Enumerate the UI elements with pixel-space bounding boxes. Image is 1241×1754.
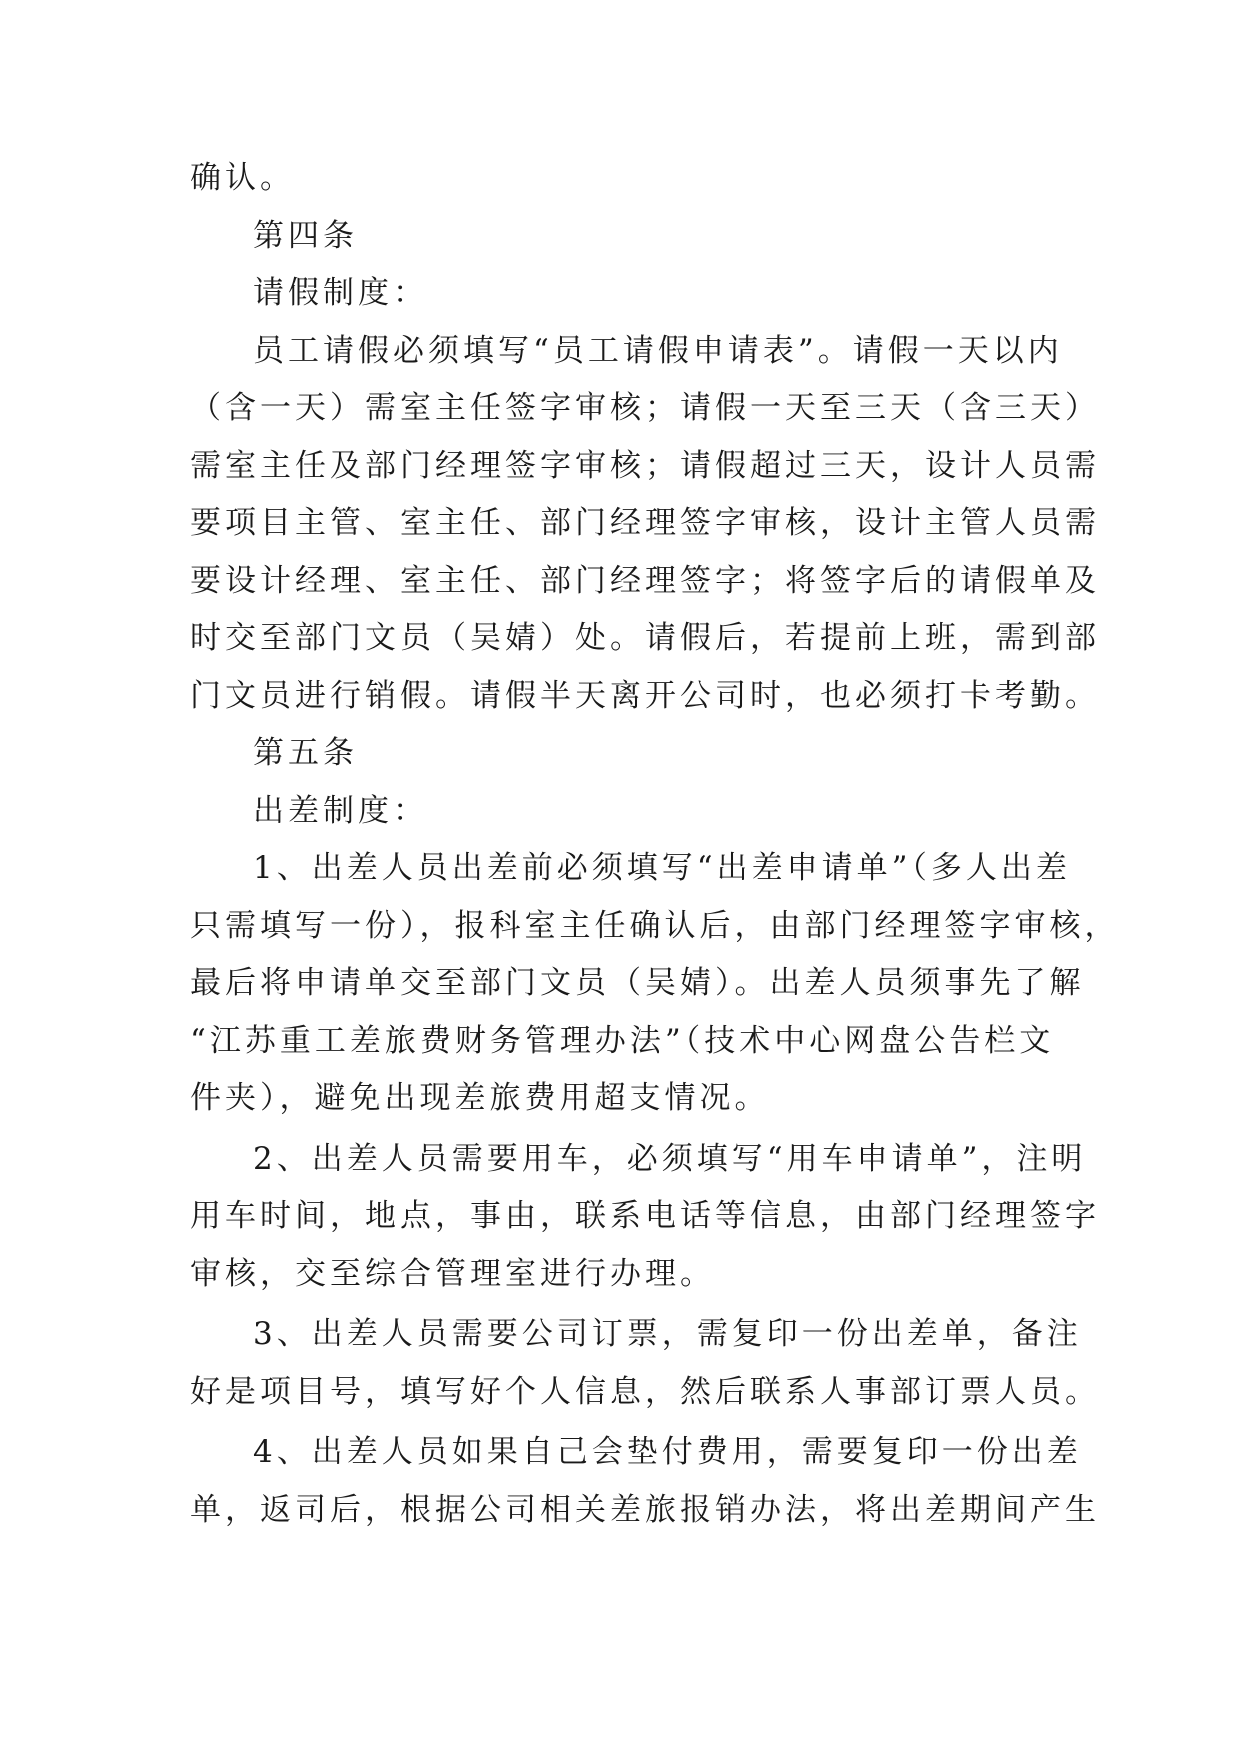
paragraph-line: 2、出差人员需要用车，必须填写“用车申请单”，注明: [253, 1140, 1087, 1177]
paragraph-line: 只需填写一份），报科室主任确认后，由部门经理签字审核，: [190, 907, 1120, 944]
paragraph-line: 员工请假必须填写“员工请假申请表”。请假一天以内: [253, 332, 1063, 369]
article-heading: 第五条: [253, 735, 358, 771]
paragraph-line: 1、出差人员出差前必须填写“出差申请单”（多人出差: [253, 850, 1071, 886]
paragraph-line: 4、出差人员如果自己会垫付费用，需要复印一份出差: [253, 1434, 1082, 1470]
paragraph-line: 门文员进行销假。请假半天离开公司时，也必须打卡考勤。: [190, 677, 1100, 714]
section-heading: 出差制度：: [253, 792, 428, 829]
paragraph-line: 要设计经理、室主任、部门经理签字；将签字后的请假单及: [190, 562, 1100, 599]
document-page: [190, 150, 1120, 1539]
section-heading: 请假制度：: [253, 275, 428, 311]
paragraph-line: 最后将申请单交至部门文员（吴婧）。出差人员须事先了解: [190, 965, 1085, 1001]
paragraph-line: “江苏重工差旅费财务管理办法”（技术中心网盘公告栏文: [190, 1022, 1055, 1059]
paragraph-line: （含一天）需室主任签字审核；请假一天至三天（含三天）: [190, 390, 1100, 426]
paragraph-line: 要项目主管、室主任、部门经理签字审核，设计主管人员需: [190, 505, 1100, 541]
paragraph-line: 审核，交至综合管理室进行办理。: [190, 1255, 715, 1292]
paragraph-line: 确认。: [190, 160, 295, 196]
paragraph-line: 件夹），避免出现差旅费用超支情况。: [190, 1080, 770, 1116]
paragraph-line: 用车时间，地点，事由，联系电话等信息，由部门经理签字: [190, 1198, 1100, 1234]
paragraph-line: 时交至部门文员（吴婧）处。请假后，若提前上班，需到部: [190, 620, 1100, 656]
paragraph-line: 好是项目号，填写好个人信息，然后联系人事部订票人员。: [190, 1373, 1100, 1410]
paragraph-line: 需室主任及部门经理签字审核；请假超过三天，设计人员需: [190, 447, 1100, 484]
paragraph-line: 3、出差人员需要公司订票，需复印一份出差单，备注: [253, 1316, 1082, 1352]
paragraph-line: 单，返司后，根据公司相关差旅报销办法，将出差期间产生: [190, 1491, 1100, 1528]
article-heading: 第四条: [253, 217, 358, 254]
